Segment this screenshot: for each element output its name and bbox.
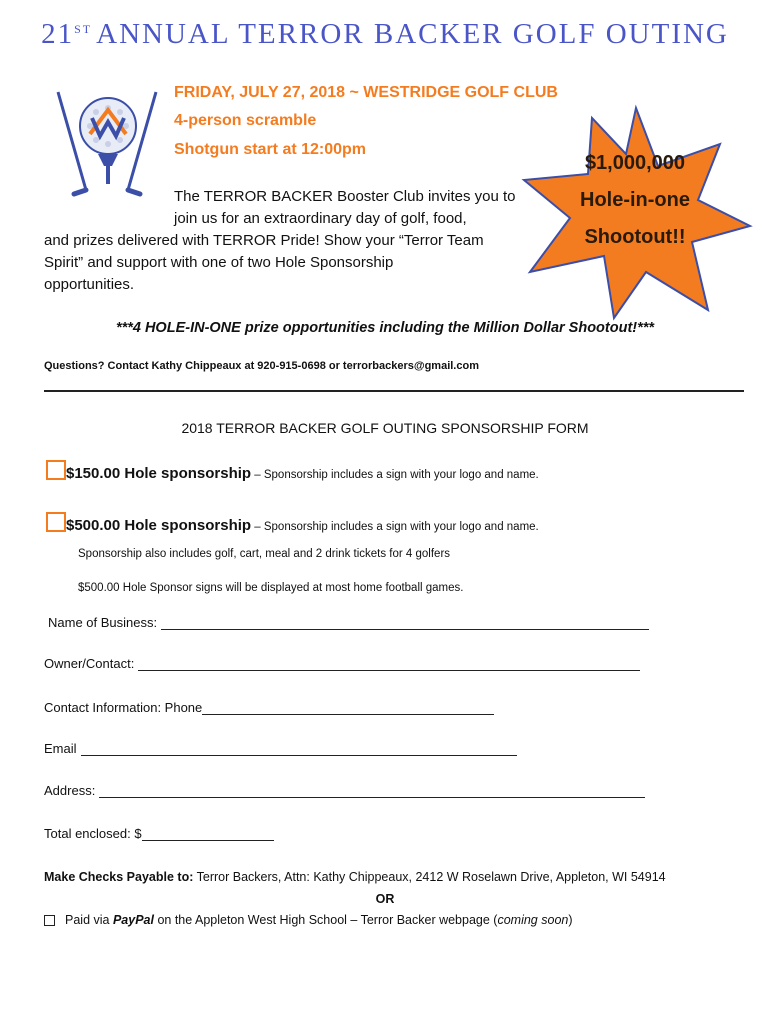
sponsorship-option-150[interactable]: $150.00 Hole sponsorship – Sponsorship includes a sign with your logo and name. — [46, 460, 539, 482]
checkbox-500[interactable] — [46, 512, 66, 532]
event-date-venue: FRIDAY, JULY 27, 2018 ~ WESTRIDGE GOLF CLUB — [174, 84, 558, 101]
or-separator: OR — [375, 892, 395, 906]
intro-line-2: join us for an extraordinary day of golf, food, — [174, 210, 467, 227]
sponsorship-option-500[interactable]: $500.00 Hole sponsorship – Sponsorship includes a sign with your logo and name. — [46, 512, 539, 534]
sponsorship-note-1: Sponsorship also includes golf, cart, meal and 2 drink tickets for 4 golfers — [78, 548, 451, 560]
shootout-badge-text: $1,000,000 Hole-in-one Shootout!! — [580, 152, 690, 248]
phone-field[interactable]: Contact Information: Phone — [44, 700, 494, 715]
total-enclosed-field[interactable]: Total enclosed: $ — [44, 826, 274, 841]
contact-questions: Questions? Contact Kathy Chippeaux at 920-915-0698 or terrorbackers@gmail.com — [44, 360, 479, 372]
address-field[interactable]: Address: — [44, 783, 645, 798]
checks-payable: Make Checks Payable to: Terror Backers, Attn: Kathy Chippeaux, 2412 W Roselawn Drive, Appleton, WI 54914 — [44, 870, 666, 884]
paypal-option[interactable]: Paid via PayPal on the Appleton West High School – Terror Backer webpage (coming soon) — [44, 913, 573, 927]
intro-line-5: opportunities. — [44, 276, 135, 293]
divider — [44, 390, 744, 392]
form-title: 2018 TERROR BACKER GOLF OUTING SPONSORSHIP FORM — [181, 420, 589, 436]
page-title: 21ST ANNUAL TERROR BACKER GOLF OUTING — [41, 18, 729, 50]
business-field[interactable]: Name of Business: — [48, 615, 649, 630]
intro-line-1: The TERROR BACKER Booster Club invites you to — [174, 188, 516, 205]
checkbox-150[interactable] — [46, 460, 66, 480]
event-format: 4-person scramble — [174, 112, 317, 129]
sponsorship-note-2: $500.00 Hole Sponsor signs will be displayed at most home football games. — [78, 582, 464, 594]
intro-line-4: Spirit” and support with one of two Hole Sponsorship — [44, 254, 394, 271]
intro-line-3: and prizes delivered with TERROR Pride! Show your “Terror Team — [44, 232, 484, 249]
prize-line: ***4 HOLE-IN-ONE prize opportunities including the Million Dollar Shootout!*** — [115, 320, 655, 336]
event-start: Shotgun start at 12:00pm — [174, 141, 367, 158]
email-field[interactable]: Email — [44, 741, 517, 756]
owner-contact-field[interactable]: Owner/Contact: — [44, 656, 640, 671]
paypal-checkbox[interactable] — [44, 915, 55, 926]
golf-logo-icon — [52, 82, 162, 202]
